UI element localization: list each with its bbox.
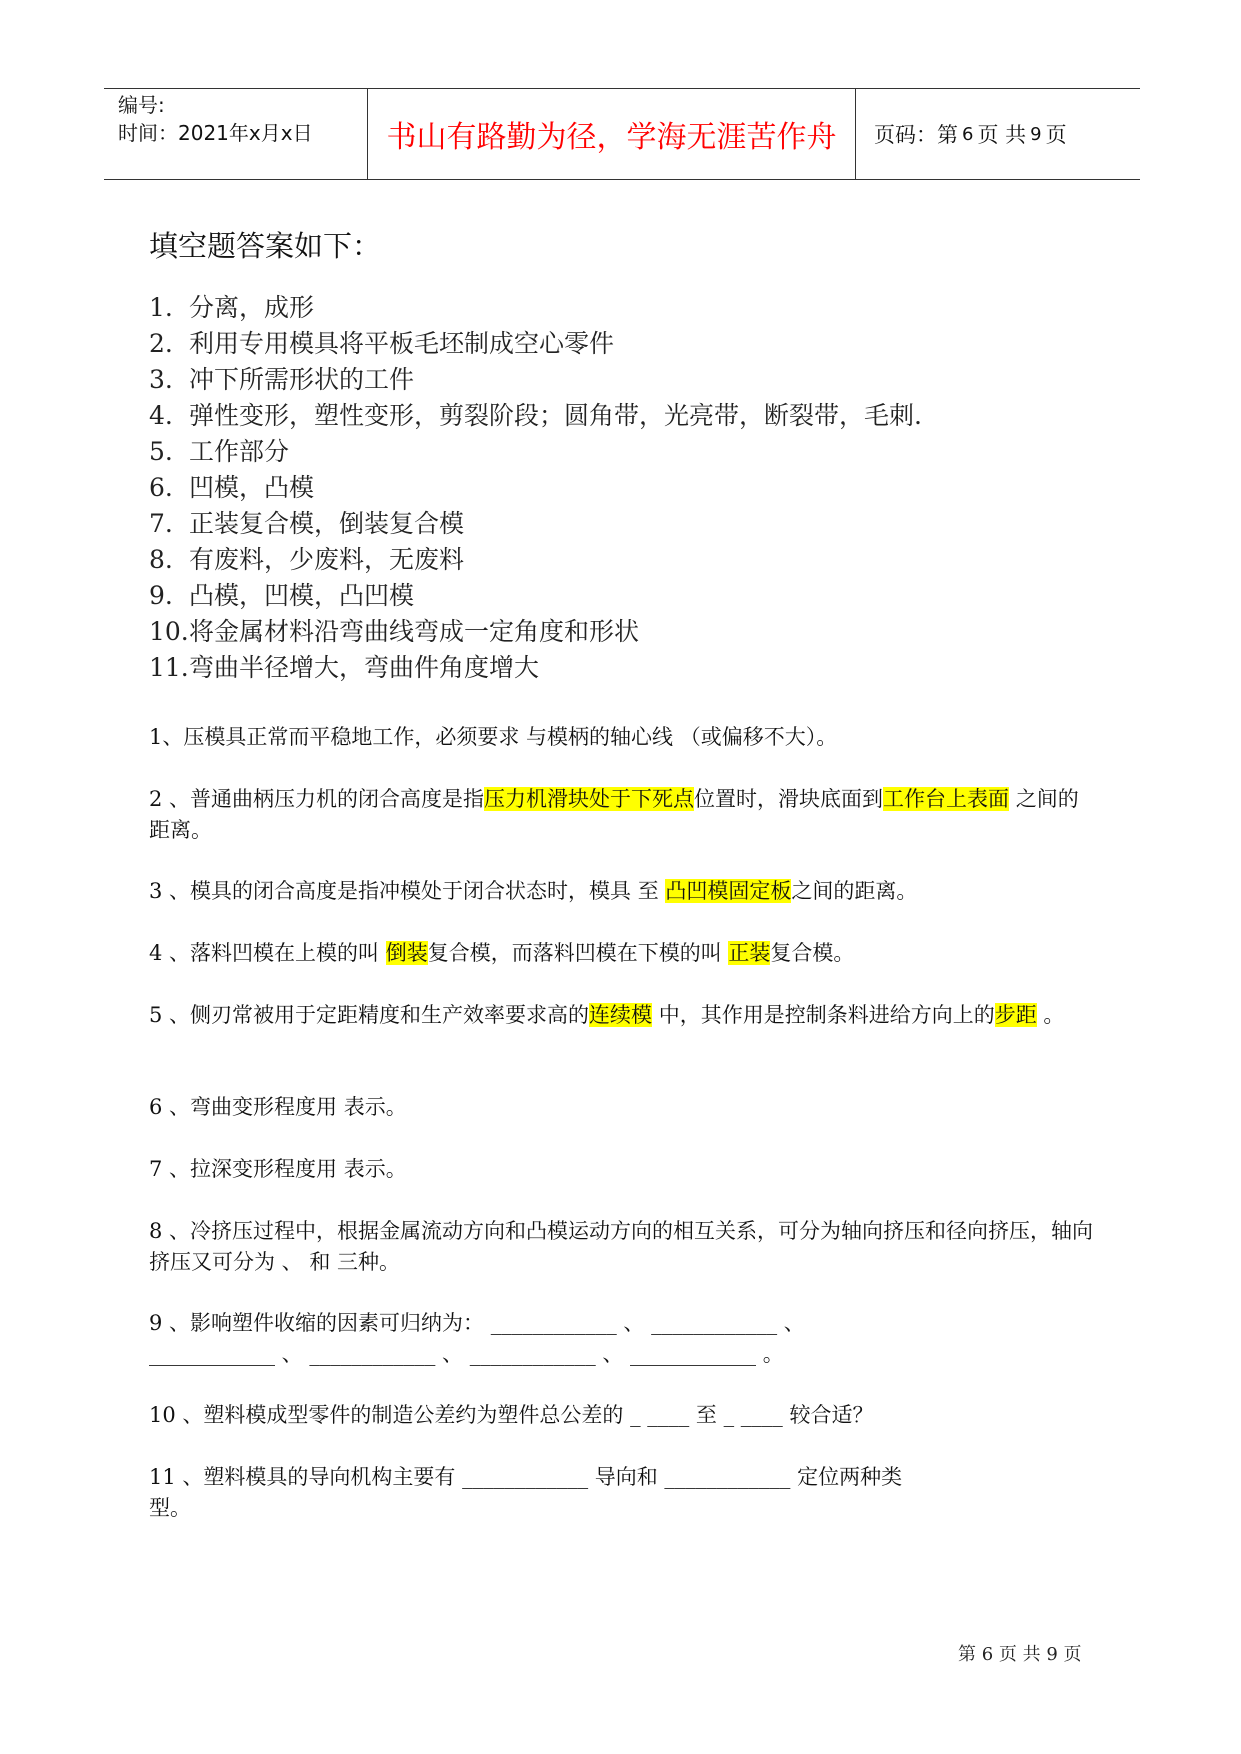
question-text: 9 、影响塑件收缩的因素可归纳为： bbox=[149, 1311, 491, 1335]
answer-number: 8. bbox=[149, 545, 173, 574]
question-line bbox=[149, 1308, 1099, 1339]
number-label: 编号: bbox=[118, 93, 165, 117]
answer-number: 10. bbox=[149, 617, 189, 646]
highlighted-answer: 凸凹模固定板 bbox=[665, 879, 792, 903]
question-text: 位置时，滑块底面到 bbox=[694, 787, 884, 811]
answer-item bbox=[149, 542, 922, 578]
header-motto: 书山有路勤为径，学海无涯苦作舟 bbox=[368, 89, 856, 179]
question-text: 复合模，而落料凹模在下模的叫 bbox=[427, 941, 729, 965]
answer-number: 7. bbox=[149, 509, 173, 538]
question-10: 10 、塑料模成型零件的制造公差约为塑件总公差的 _ ____ 至 _ ____ 较合适？ bbox=[149, 1403, 874, 1427]
highlighted-answer: 步距 bbox=[994, 1003, 1037, 1027]
question-2 bbox=[149, 784, 1099, 846]
question-text: 5 、侧刃常被用于定距精度和生产效率要求高的 bbox=[149, 1003, 590, 1027]
question-text: 复合模。 bbox=[770, 941, 855, 965]
highlighted-answer: 压力机滑块处于下死点 bbox=[484, 787, 695, 811]
answer-text: 分离，成形 bbox=[189, 293, 315, 322]
question-11 bbox=[149, 1462, 1099, 1524]
answer-text: 利用专用模具将平板毛坯制成空心零件 bbox=[189, 329, 615, 358]
highlighted-answer: 正装 bbox=[728, 941, 771, 965]
header-page-number bbox=[856, 89, 1140, 179]
question-1: 1、压模具正常而平稳地工作，必须要求 与模柄的轴心线 （或偏移不大）。 bbox=[149, 725, 838, 749]
answer-text: 工作部分 bbox=[189, 437, 290, 466]
question-9 bbox=[149, 1308, 1099, 1370]
highlighted-answer: 倒装 bbox=[385, 941, 428, 965]
answer-number: 5. bbox=[149, 437, 173, 466]
page-prefix: 页码：第 bbox=[874, 123, 958, 147]
question-text: 之间的距离。 bbox=[791, 879, 918, 903]
question-text: 。 bbox=[1036, 1003, 1065, 1027]
answer-text: 弯曲半径增大，弯曲件角度增大 bbox=[189, 653, 540, 682]
answer-number: 3. bbox=[149, 365, 173, 394]
answers-title: 填空题答案如下： bbox=[149, 229, 382, 263]
question-text: 中，其作用是控制条料进给方向上的 bbox=[652, 1003, 995, 1027]
page-header bbox=[104, 88, 1140, 180]
blank-line: ____________ 、 ____________ 、 bbox=[490, 1311, 805, 1335]
question-text: 2 、普通曲柄压力机的闭合高度是指 bbox=[149, 787, 485, 811]
answer-number: 4. bbox=[149, 401, 173, 430]
answer-item bbox=[149, 470, 922, 506]
answer-text: 凹模，凸模 bbox=[189, 473, 315, 502]
answer-item bbox=[149, 290, 922, 326]
answer-text: 冲下所需形状的工件 bbox=[189, 365, 415, 394]
question-line: 11 、塑料模具的导向机构主要有 ____________ 导向和 ____________ 定位两种类 bbox=[149, 1465, 903, 1489]
question-5 bbox=[149, 1000, 1099, 1031]
answer-text: 凸模，凹模，凸凹模 bbox=[189, 581, 415, 610]
page-current: 6 bbox=[962, 123, 974, 145]
answer-text: 将金属材料沿弯曲线弯成一定角度和形状 bbox=[189, 617, 640, 646]
answer-item bbox=[149, 650, 922, 686]
answer-item bbox=[149, 434, 922, 470]
question-4 bbox=[149, 938, 1099, 969]
highlighted-answer: 工作台上表面 bbox=[883, 787, 1010, 811]
answer-item bbox=[149, 362, 922, 398]
highlighted-answer: 连续模 bbox=[589, 1003, 653, 1027]
answer-number: 6. bbox=[149, 473, 173, 502]
answer-item bbox=[149, 398, 922, 434]
time-label: 时间：2021年x月x日 bbox=[118, 121, 313, 145]
answer-number: 11. bbox=[149, 653, 189, 682]
answer-number: 1. bbox=[149, 293, 173, 322]
blank-line: ____________ 、 ____________ 、 ____________ 、 ____________ 。 bbox=[149, 1342, 784, 1366]
page-footer: 第 6 页 共 9 页 bbox=[958, 1644, 1082, 1665]
page-total: 9 bbox=[1030, 123, 1042, 145]
answer-number: 2. bbox=[149, 329, 173, 358]
question-text: 4 、落料凹模在上模的叫 bbox=[149, 941, 386, 965]
answer-item bbox=[149, 614, 922, 650]
answer-item bbox=[149, 326, 922, 362]
answer-item bbox=[149, 578, 922, 614]
question-text: 3 、模具的闭合高度是指冲模处于闭合状态时，模具 至 bbox=[149, 879, 666, 903]
question-8: 8 、冷挤压过程中，根据金属流动方向和凸模运动方向的相互关系，可分为轴向挤压和径向挤压，轴向挤压又可分为 、 和 三种。 bbox=[149, 1219, 1094, 1274]
page-suffix: 页 bbox=[1045, 123, 1067, 147]
answer-list bbox=[149, 290, 922, 686]
header-meta bbox=[104, 89, 368, 179]
question-7: 7 、拉深变形程度用 表示。 bbox=[149, 1157, 407, 1181]
page-mid: 页 共 bbox=[977, 123, 1027, 147]
question-6: 6 、弯曲变形程度用 表示。 bbox=[149, 1095, 407, 1119]
question-text: 之间的距离。 bbox=[149, 787, 1079, 842]
answer-text: 弹性变形，塑性变形，剪裂阶段；圆角带，光亮带，断裂带，毛刺. bbox=[189, 401, 922, 430]
answer-item bbox=[149, 506, 922, 542]
answer-text: 正装复合模，倒装复合模 bbox=[189, 509, 465, 538]
question-line: 型。 bbox=[149, 1496, 191, 1520]
answer-text: 有废料，少废料，无废料 bbox=[189, 545, 465, 574]
question-3 bbox=[149, 876, 1099, 907]
answer-number: 9. bbox=[149, 581, 173, 610]
